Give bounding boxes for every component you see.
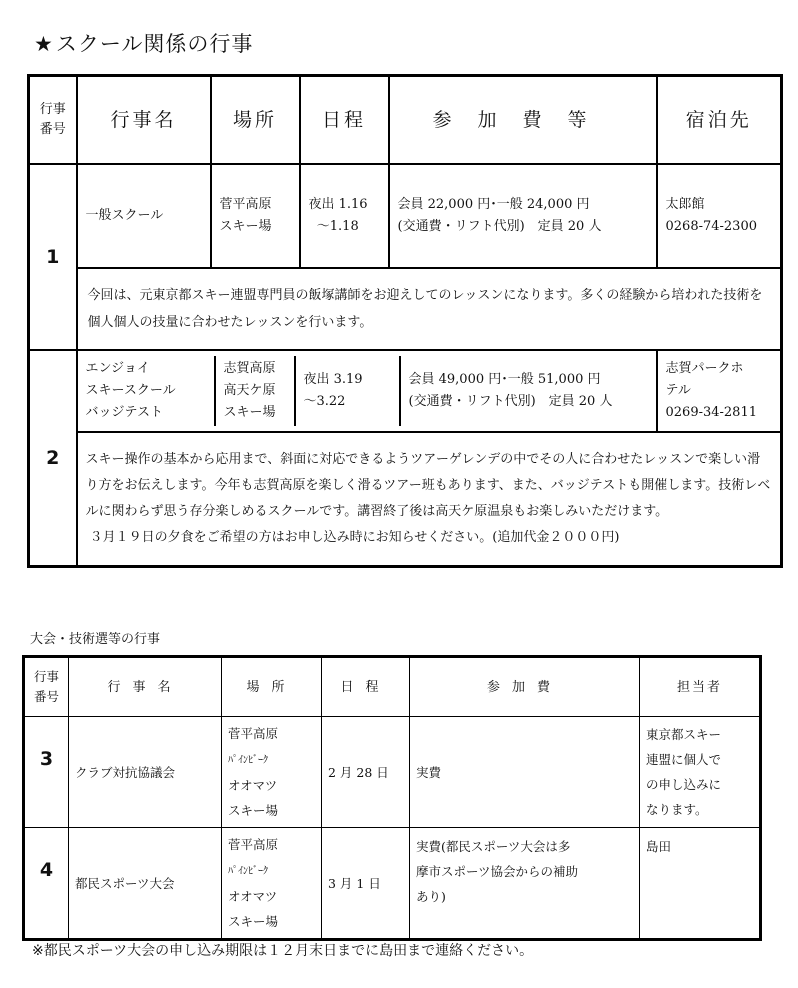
table-header-row (24, 657, 761, 717)
header-event-number: 行事 番号 (29, 76, 77, 165)
header-schedule: 日程 (322, 657, 410, 717)
header-place: 場所 (211, 76, 300, 165)
event-name: クラブ対抗協議会 (69, 717, 222, 828)
event-fee: 会員 49,000 円･一般 51,000 円 (交通費・リフト代別) 定員 20 人 (400, 356, 658, 426)
table-row (24, 717, 761, 828)
header-event-name: 行事名 (77, 76, 211, 165)
table-header-row (29, 76, 782, 165)
event-fee: 実費(都民スポーツ大会は多 摩市スポーツ協会からの補助 あり) (410, 828, 640, 940)
header-fee: 参加費 (410, 657, 640, 717)
table-row (29, 432, 782, 566)
event-place: 菅平高原 スキー場 (211, 164, 300, 268)
header-event-number: 行事 番号 (24, 657, 69, 717)
header-manager: 担当者 (640, 657, 761, 717)
event-schedule: 夜出 1.16 ～1.18 (300, 164, 389, 268)
event-number: 3 (24, 717, 69, 828)
event-note: ３月１９日の夕食をご希望の方はお申し込み時にお知らせください。(追加代金２０００円) (89, 529, 620, 545)
table-row (29, 268, 782, 350)
event-name: エンジョイ スキースクール バッジテスト (85, 361, 176, 420)
event-number: 4 (24, 828, 69, 940)
footnote: ※都民スポーツ大会の申し込み期限は１２月末日までに島田まで連絡ください。 (32, 943, 534, 959)
event-fee: 実費 (410, 717, 640, 828)
table-row (29, 164, 782, 268)
event-description: スキー操作の基本から応用まで、斜面に対応できるようツアーゲレンデの中でその人に合わせたレッスンで楽しい滑り方をお伝えします。今年も志賀高原を楽しく滑るツアー班もあります、また、バッジテストも開催します。技術レベルに関わらず思う存分楽しめるスクールです。講習終了後は高天ケ原温泉もお楽しみいただけます。 ３月１９日の夕食をご希望の方はお申し込み時にお知らせください。(追加代金２０００円) (77, 432, 782, 566)
event-name: 一般スクール (77, 164, 211, 268)
event-lodging: 志賀パークホ テル 0269-34-2811 (657, 350, 782, 432)
section2-title: 大会・技術選等の行事 (30, 632, 161, 647)
event-manager: 島田 (640, 828, 761, 940)
event-number: 1 (29, 164, 77, 350)
event-schedule: 2 月 28 日 (322, 717, 410, 828)
table-row (29, 350, 782, 432)
header-schedule: 日程 (300, 76, 389, 165)
competition-events-table (22, 655, 762, 941)
table-row (24, 828, 761, 940)
section1-title-text: スクール関係の行事 (55, 32, 254, 56)
section1-title (34, 28, 253, 58)
event-name: 都民スポーツ大会 (69, 828, 222, 940)
school-events-table (27, 74, 783, 568)
header-lodging: 宿泊先 (657, 76, 782, 165)
event-place: 志賀高原 高天ケ原 スキー場 (215, 356, 295, 426)
event-manager: 東京都スキー 連盟に個人で の申し込みに なります。 (640, 717, 761, 828)
event-schedule: 3 月 1 日 (322, 828, 410, 940)
event-place: 菅平高原 ﾊﾟｲﾝﾋﾞｰｸ オオマツ スキー場 (222, 828, 322, 940)
event-details (77, 350, 657, 432)
event-lodging: 太郎館 0268-74-2300 (657, 164, 782, 268)
star-icon: ★ (34, 32, 54, 56)
event-number: 2 (29, 350, 77, 566)
event-place: 菅平高原 ﾊﾟｲﾝﾋﾞｰｸ オオマツ スキー場 (222, 717, 322, 828)
header-place: 場所 (222, 657, 322, 717)
event-fee: 会員 22,000 円･一般 24,000 円 (交通費・リフト代別) 定員 20 人 (389, 164, 657, 268)
header-event-name: 行事名 (69, 657, 222, 717)
header-fee: 参加費等 (389, 76, 657, 165)
event-schedule: 夜出 3.19 ～3.22 (295, 356, 400, 426)
event-description: 今回は、元東京都スキー連盟専門員の飯塚講師をお迎えしてのレッスンになります。多くの経験から培われた技術を個人個人の技量に合わせたレッスンを行います。 (77, 268, 782, 350)
